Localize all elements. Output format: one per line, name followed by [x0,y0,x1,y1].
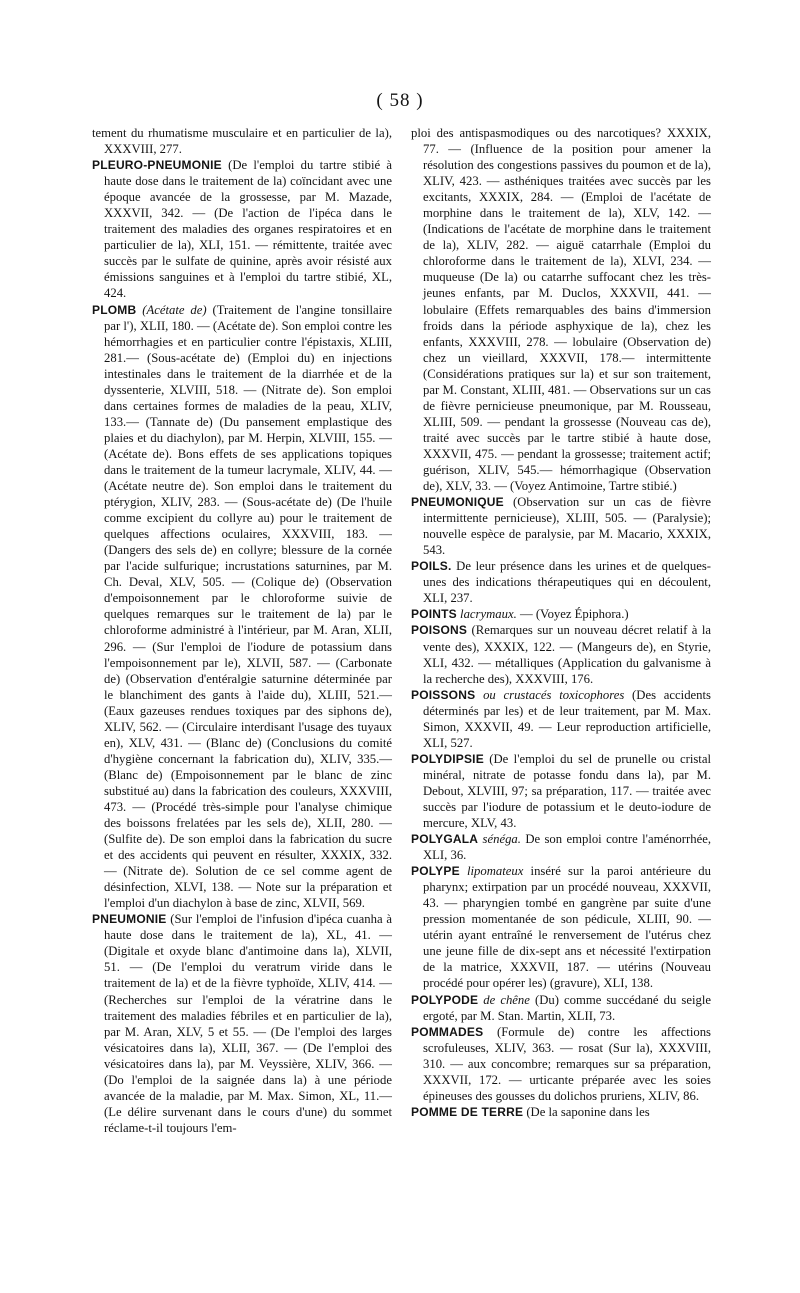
entry-pleuro-pneumonie: PLEURO-PNEUMONIE (De l'emploi du tartre stibié à haute dose dans le traitement de la) coïncidant avec une époque avancée de la grossesse, par M. Mazade, XXXVII, 342. — (De l'action de l'ipéca dans le traitement des maladies des organes respiratoires et en particulier de la), XLI, 151. — rémittente, traitée avec succès par le sulfate de quinine, après avoir résisté aux émissions sanguines et à l'emploi du tartre stibié, XL, 424. [92,158,392,301]
entry-headword: POLYPODE [411,992,479,1007]
entry-polypode: POLYPODE de chêne (Du) comme succédané du seigle ergoté, par M. Stan. Martin, XLII, 73. [411,992,711,1023]
entry-plomb: PLOMB (Acétate de) (Traitement de l'angine tonsillaire par l'), XLII, 180. — (Acétate de). Son emploi contre les hémorrhagies et en particulier contre l'épistaxis, XLIII, 281.— (Sous-acétate de) (Emploi du) en injections intestinales dans le traitement de la diarrhée et de la dyssenterie, XLVIII, 518. — (Nitrate de). Son emploi dans certaines formes de maladies de la peau, XLIV, 133.— (Tannate de) (Du pansement emplastique des plaies et du diachylon), par M. Herpin, XLVIII, 155. — (Acétate de). Bons effets de ses applications topiques dans le traitement de la tumeur lacrymale, XLIV, 44. — (Acétate neutre de). Son emploi dans le traitement du ptérygion, XLIV, 283. — (Sous-acétate de) (De l'huile comme excipient du collyre au) pour le traitement de quelques affections oculaires, XXXVIII, 183. — (Dangers des sels de) en collyre; blessure de la cornée par l'acide sulfurique; incrustations saturnines, par M. Ch. Deval, XLV, 505. — (Colique de) (Observation d'empoisonnement par le chloroforme suivie de quelques remarques sur le traitement de la) par le chloroforme administré à l'intérieur, par M. Aran, XLII, 296. — (Sur l'emploi de l'iodure de potassium dans l'empoisonnement par le), XLVII, 587. — (Carbonate de) (Observation d'entéralgie saturnine déterminée par le blanchiment des gants à l'aide du), XLIII, 521.—(Eaux gazeuses rendues toxiques par des siphons de), XLIV, 562. — (Circulaire interdisant l'usage des tuyaux en), XLV, 431. — (Blanc de) (Conclusions du comité d'hygiène concernant la fabrication du), XLIV, 335.—(Blanc de) (Empoisonnement par le blanc de zinc substitué au) dans la fabrication des couleurs, XXXVIII, 473. — (Procédé très-simple pour l'analyse chimique des boissons frelatées par les sels de), XLII, 280. — (Sulfite de). De son emploi dans la fabrication du sucre et des accidents qui peuvent en résulter, XXXIX, 332. — (Nitrate de). Solution de ce sel comme agent de désinfection, XLVI, 138. — Note sur la préparation et l'emploi d'un diachylon à base de zinc, XLVII, 569. [92,302,392,911]
entry-headword: PNEUMONIE [92,912,167,927]
entry-continuation: ploi des antispasmodiques ou des narcotiques? XXXIX, 77. — (Influence de la position pour amener la résolution des congestions passives du poumon et de la), XLIV, 423. — asthéniques traitées avec succès par les excitants, XXXIX, 284. — (Emploi de l'acétate de morphine dans le traitement de la), XLV, 142. — (Indications de l'acétate de morphine dans le traitement de la), XLIV, 282. — aiguë catarrhale (Emploi du chloroforme dans le traitement de la), XLVI, 234. — muqueuse (De la) ou catarrhe suffocant chez les très-jeunes enfants, par M. Duclos, XXXVII, 441. — lobulaire (Effets remarquables des bains d'immersion froids dans la période asphyxique de la), chez les enfants, XXXVIII, 278. — lobulaire (Observation de) chez un vieillard, XXXVII, 178.— intermittente (Considérations pratiques sur la) et sur son traitement, par M. Constant, XLIII, 481. — Observations sur un cas de fièvre pernicieuse pneumonique, par M. Rousseau, XLIII, 509. — pendant la grossesse (Nouveau cas de), traité avec succès par le tartre stibié à haute dose, XXXVII, 475. — pendant la grossesse; traitement actif; guérison, XLIV, 545.— hémorrhagique (Observation de), XLV, 33. — (Voyez Antimoine, Tartre stibié.) [411,126,711,494]
entry-headword: POISONS [411,623,468,638]
page-number: ( 58 ) [376,90,424,111]
entry-headword: PLOMB [92,302,137,317]
entry-headword: POMMADES [411,1024,484,1039]
entry-headword: POILS. [411,559,452,574]
left-column [92,125,392,1136]
entry-headword: POISSONS [411,687,476,702]
entry-headword: POLYDIPSIE [411,751,484,766]
entry-pneumonique: PNEUMONIQUE (Observation sur un cas de fièvre intermittente pernicieuse), XLIII, 505. — (Paralysie); nouvelle espèce de paralysie, par M. Macario, XXXIX, 543. [411,495,711,558]
entry-headword: POINTS [411,607,457,622]
entry-headword: POMME DE TERRE [411,1104,524,1119]
entry-headword: POLYGALA [411,832,479,847]
entry-headword: POLYPE [411,864,460,879]
entry-headword: PNEUMONIQUE [411,495,504,510]
entry-poils: POILS. De leur présence dans les urines et de quelques-unes des indications thérapeutiques qui en découlent, XLI, 237. [411,559,711,606]
entry-poissons: POISSONS ou crustacés toxicophores (Des accidents déterminés par les) et de leur traitement, par M. Max. Simon, XXXVII, 49. — Leur reproduction artificielle, XLI, 527. [411,687,711,750]
entry-pneumonie: PNEUMONIE (Sur l'emploi de l'infusion d'ipéca cuanha à haute dose dans le traitement de la), XL, 41. — (Digitale et oxyde blanc d'antimoine dans la), XLVII, 51. — (De l'emploi du veratrum viride dans le traitement de la) et de la fièvre typhoïde, XLIV, 414. — (Recherches sur l'emploi de la vératrine dans le traitement des maladies fébriles et en particulier de la), par M. Aran, XLV, 5 et 55. — (De l'emploi des larges vésicatoires dans la), XLII, 367. — (De l'emploi des vésicatoires dans la), par M. Veyssière, XLIV, 366. — (Do l'emploi de la saignée dans la) à une période avancée de la maladie, par M. Max. Simon, XL, 11.— (Le délire survenant dans le cours d'une) du sommet réclame-t-il toujours l'em- [92,912,392,1135]
entry-headword: PLEURO-PNEUMONIE [92,158,222,173]
entry-points: POINTS lacrymaux. — (Voyez Épiphora.) [411,607,629,622]
entry-pomme-de-terre: POMME DE TERRE (De la saponine dans les [411,1104,650,1119]
entry-continuation: tement du rhumatisme musculaire et en particulier de la), XXXVIII, 277. [92,126,392,157]
entry-polype: POLYPE lipomateux inséré sur la paroi antérieure du pharynx; extirpation par un procédé nouveau, XXXVII, 43. — pharyngien tombé en gangrène par suite d'une pression momentanée de son pédicule, XLIII, 90. — utérin ayant entraîné le renversement de l'utérus chez une jeune fille de dix-sept ans et nécessité l'extirpation de la matrice, XXXVII, 187. — utérins (Nouveau procédé pour opérer les) (gravure), XLI, 138. [411,864,711,991]
entry-polygala: POLYGALA sénéga. De son emploi contre l'aménorrhée, XLI, 36. [411,832,712,863]
entry-poisons: POISONS (Remarques sur un nouveau décret relatif à la vente des), XXXIX, 122. — (Mangeurs de), en Styrie, XLI, 432. — métalliques (Application du galvanisme à la recherche des), XXXVIII, 176. [411,623,711,686]
entry-pommades: POMMADES (Formule de) contre les affections scrofuleuses, XLIV, 363. — rosat (Sur la), XXXVIII, 310. — aux concombre; remarques sur sa préparation, XXXVII, 172. — urticante préparée avec les soies épineuses des gousses du dolichos pruriens, XLIV, 86. [411,1024,711,1103]
entry-polydipsie: POLYDIPSIE (De l'emploi du sel de prunelle ou cristal minéral, nitrate de potasse fondu dans la), par M. Debout, XLVIII, 97; sa préparation, 117. — traitée avec succès par l'iodure de potassium et le deuto-iodure de mercure, XLV, 43. [411,751,711,831]
right-column [411,125,711,1120]
